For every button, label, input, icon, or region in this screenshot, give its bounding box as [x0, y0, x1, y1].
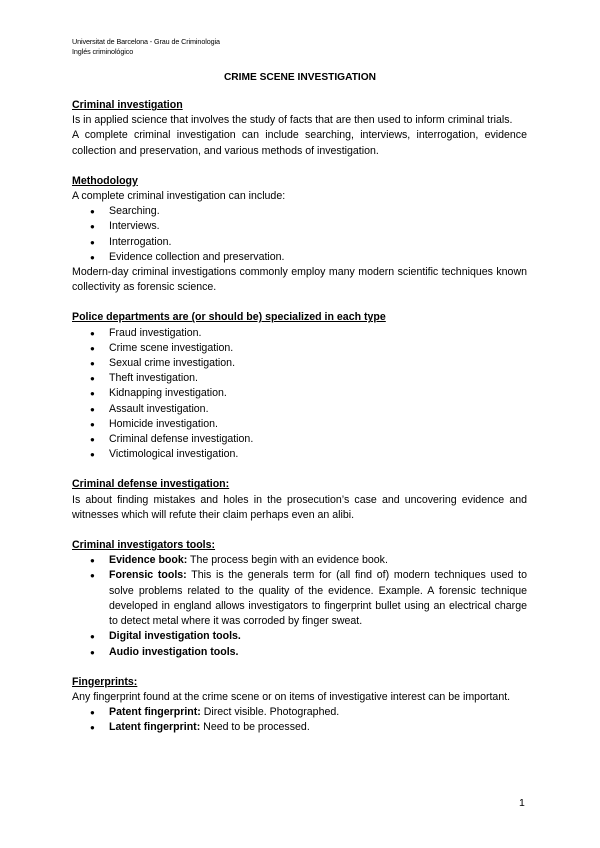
section-heading-methodology: Methodology [72, 174, 138, 187]
document-body [72, 98, 527, 736]
list-item [72, 553, 527, 568]
item-text: This is the generals term for (all find of) modern techniques used to solve problems related to the quality of the evidence. Example. A forensic technique developed in england allows investigators to fingerprint bullet using an electrical charge to detect metal where it was corroded by finger sweat. [109, 569, 528, 628]
list-item: ● Crime scene investigation. [72, 341, 527, 356]
fingerprints-list [72, 705, 527, 735]
list-item: ● Victimological investigation. [72, 447, 527, 462]
list-item: ● Theft investigation. [72, 371, 527, 386]
methodology-list [72, 204, 527, 265]
section-heading-fingerprints: Fingerprints: [72, 675, 138, 688]
document-title: CRIME SCENE INVESTIGATION [223, 72, 377, 83]
list-item: ● Kidnapping investigation. [72, 386, 527, 401]
list-item [72, 568, 527, 629]
list-item: ● Homicide investigation. [72, 417, 527, 432]
header-course: Inglés criminológico [72, 47, 134, 56]
list-item: ● Sexual crime investigation. [72, 356, 527, 371]
list-item: ● Fraud investigation. [72, 326, 527, 341]
item-text: Need to be processed. [200, 721, 310, 734]
paragraph: Is about finding mistakes and holes in the prosecution’s case and uncovering evidence and witnesses which will refute their claim perhaps even an alibi. [72, 493, 527, 521]
paragraph: Modern-day criminal investigations commonly employ many modern scientific techniques known collectivity as forensic science. [72, 266, 527, 294]
list-item: ● Interrogation. [72, 235, 527, 250]
item-text: Direct visible. Photographed. [200, 706, 340, 719]
paragraph: A complete criminal investigation can include searching, interviews, interrogation, evidence collection and preservation, and various methods of investigation. [72, 129, 527, 157]
item-label: Digital investigation tools. [109, 630, 241, 643]
list-item: ● Evidence collection and preservation. [72, 250, 527, 265]
list-item [72, 705, 527, 720]
list-item: ● Criminal defense investigation. [72, 432, 527, 447]
item-label: Evidence book: [109, 554, 188, 567]
list-item: ● Assault investigation. [72, 402, 527, 417]
item-text: The process begin with an evidence book. [187, 554, 388, 567]
list-item [72, 720, 527, 735]
item-label: Audio investigation tools. [109, 645, 239, 658]
item-label: Latent fingerprint: [109, 721, 201, 734]
list-item [72, 629, 527, 644]
paragraph: Any fingerprint found at the crime scene or on items of investigative interest can be important. [72, 690, 511, 703]
list-item: ● Searching. [72, 204, 527, 219]
section-heading-investigators-tools: Criminal investigators tools: [72, 539, 216, 552]
page-number: 1 [519, 797, 525, 809]
tools-list [72, 553, 527, 659]
section-heading-criminal-defense: Criminal defense investigation: [72, 478, 230, 491]
paragraph: A complete criminal investigation can include: [72, 190, 286, 203]
list-item [72, 645, 527, 660]
list-item: ● Interviews. [72, 219, 527, 234]
section-heading-police-departments: Police departments are (or should be) specialized in each type [72, 311, 386, 324]
section-heading-criminal-investigation: Criminal investigation [72, 99, 183, 111]
police-list [72, 326, 527, 463]
header-university: Universitat de Barcelona - Grau de Criminologia [72, 37, 220, 46]
paragraph: Is in applied science that involves the study of facts that are then used to inform criminal trials. [72, 114, 513, 127]
item-label: Forensic tools: [109, 569, 187, 582]
page-header [72, 37, 220, 57]
item-label: Patent fingerprint: [109, 706, 201, 719]
